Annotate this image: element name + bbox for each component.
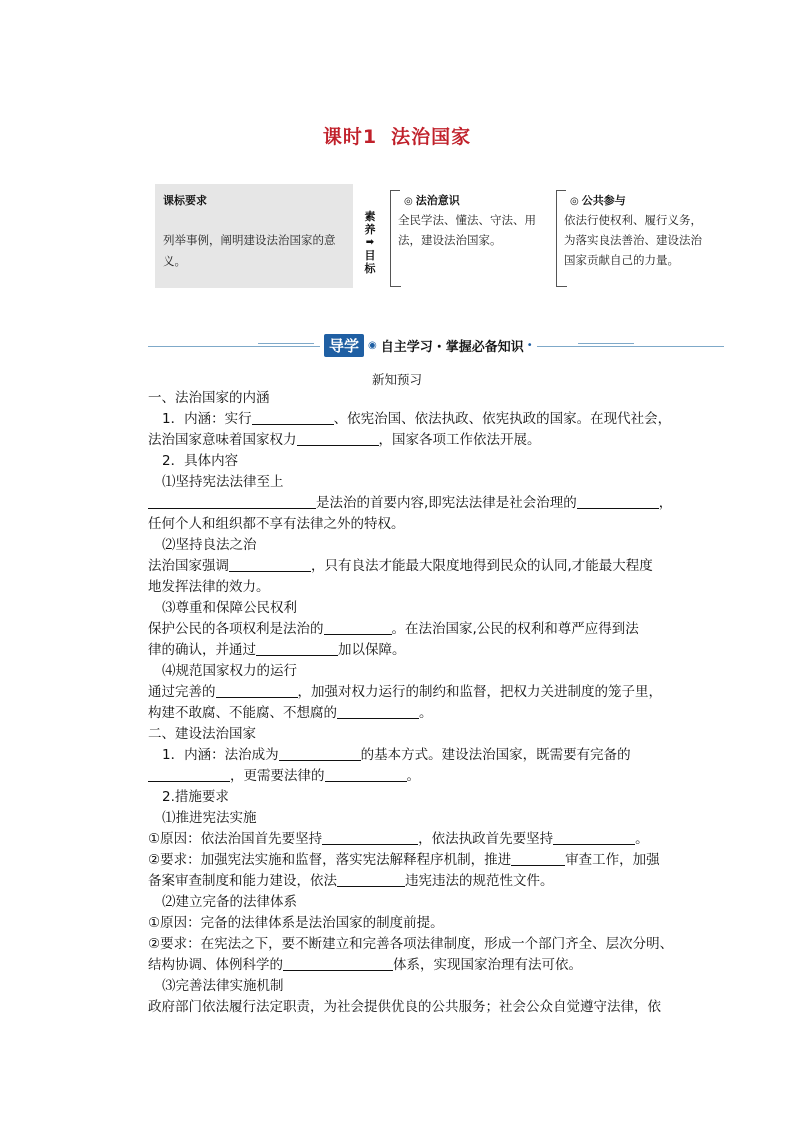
banner-divider <box>578 343 634 344</box>
bullet-icon: ◎ <box>570 196 579 207</box>
blank[interactable] <box>511 851 565 866</box>
circle-dot-icon: ◉ <box>368 339 377 351</box>
blank[interactable] <box>553 830 635 845</box>
lesson-title <box>0 122 794 149</box>
blank[interactable] <box>325 767 407 782</box>
literacy-heading: 法治意识 <box>415 194 460 207</box>
literacy-goal-label <box>362 210 378 275</box>
literacy-text: 全民学法、懂法、守法、用法，建设法治国家。 <box>398 213 536 247</box>
blank[interactable] <box>279 746 361 761</box>
blank[interactable] <box>297 431 379 446</box>
literacy-item-legal-awareness <box>390 190 540 286</box>
requirements-heading: 课标要求 <box>163 194 207 207</box>
label-char: 素 <box>364 210 376 223</box>
blank[interactable] <box>252 410 334 425</box>
blank[interactable] <box>148 767 230 782</box>
lesson-name: 法治国家 <box>391 126 472 148</box>
curriculum-requirements-box <box>155 184 353 288</box>
arrow-right-icon: ➡ <box>365 237 375 248</box>
literacy-text: 依法行使权利、履行义务，为落实良法善治、建设法治国家贡献自己的力量。 <box>564 213 702 267</box>
lesson-number: 课时1 <box>322 126 378 148</box>
requirements-text: 列举事例，阐明建设法治国家的意义。 <box>163 233 336 268</box>
bullet-icon: ◎ <box>404 196 413 207</box>
dot-icon: • <box>526 339 533 351</box>
blank[interactable] <box>322 830 418 845</box>
blank[interactable] <box>324 620 392 635</box>
heading-2: 二、建设法治国家 <box>148 726 256 742</box>
blank[interactable] <box>216 683 298 698</box>
label-char: 目 <box>364 249 376 262</box>
blank[interactable] <box>577 494 659 509</box>
blank[interactable] <box>148 494 316 509</box>
blank[interactable] <box>229 557 311 572</box>
banner-text: 自主学习・掌握必备知识 <box>380 339 524 355</box>
label-char: 养 <box>364 223 376 236</box>
heading-1: 一、法治国家的内涵 <box>148 390 270 406</box>
banner-divider <box>258 343 314 344</box>
literacy-heading: 公共参与 <box>581 194 626 207</box>
banner-tag: 导学 <box>324 334 364 357</box>
guide-banner <box>320 334 537 356</box>
section-label: 新知预习 <box>371 372 422 387</box>
blank[interactable] <box>256 641 338 656</box>
blank[interactable] <box>337 704 419 719</box>
literacy-item-public-participation <box>556 190 706 286</box>
label-char: 标 <box>364 262 376 275</box>
worksheet-body: 一、法治国家的内涵 1．内涵：实行 、依宪治国、依法执政、依宪执政的国家。在现代社会， 法治国家意味着国家权力 ，国家各项工作依法开展。 2．具体内容 ⑴坚持宪法法律至上 是法治的首要内容,即宪法法律是社会治理的 ， 任何个人和组织都不享有法律之外的特权。 ⑵坚持良法之治 法治国家强调 ，只有良法才能最大限度地得到民众的认同,才能最大程度 地发挥法律的效力。 ⑶尊重和保障公民权利 保护公民的各项权利是法治的 。在法治国家,公民的权利和尊严应得到法 律的确认，并通过 加以保障。 ⑷规范国家权力的运行 通过完善的 ，加强对权力运行的制约和监督，把权力关进制度的笼子里， 构建不敢腐、不能腐、不想腐的 。 二、建设法治国家 1．内涵：法治成为 的基本方式。建设法治国家，既需要有完备的 ，更需要法律的 。 2.措施要求 ⑴推进宪法实施 ①原因：依法治国首先要坚持 ，依法执政首先要坚持 。 ②要求：加强宪法实施和监督，落实宪法解释程序机制，推进 审查工作，加强 备案审查制度和能力建设，依法 违宪违法的规范性文件。 ⑵建立完备的法律体系 ①原因：完备的法律体系是法治国家的制度前提。 ②要求：在宪法之下，要不断建立和完善各项法律制度，形成一个部门齐全、层次分明、 结构协调、体例科学的 体系，实现国家治理有法可依。 ⑶完善法律实施机制 政府部门依法履行法定职责，为社会提供优良的公共服务；社会公众自觉遵守法律，依 <box>148 388 678 1018</box>
blank[interactable] <box>283 956 393 971</box>
blank[interactable] <box>337 872 405 887</box>
